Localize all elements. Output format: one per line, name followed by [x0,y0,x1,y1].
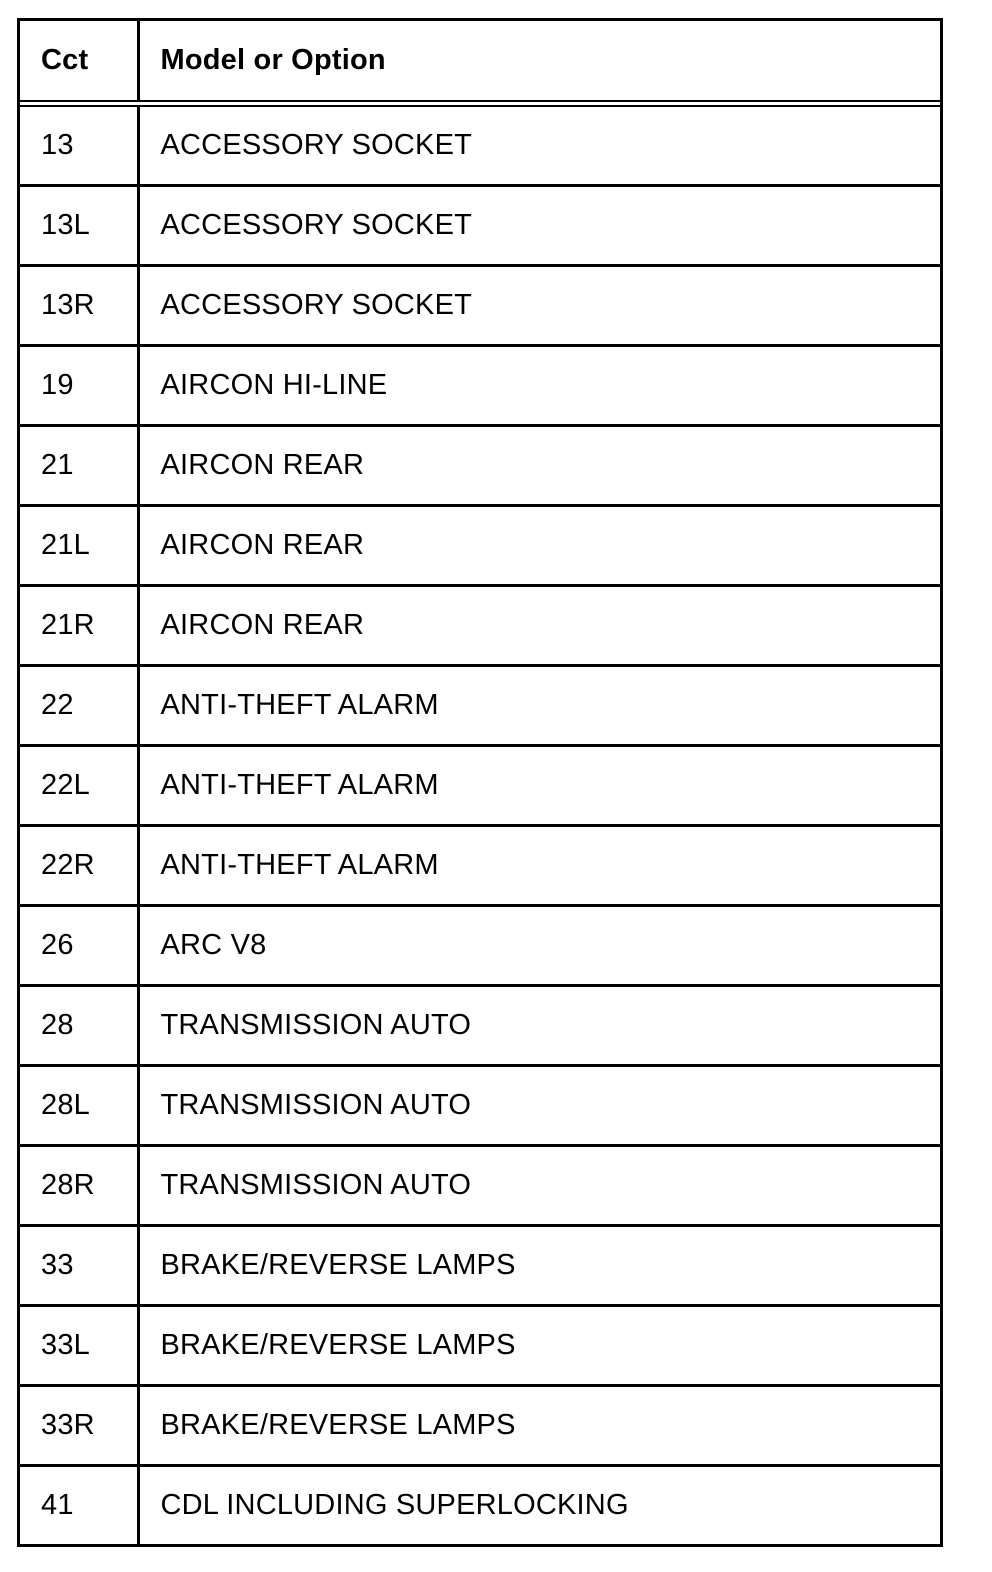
cell-cct: 22 [20,666,138,746]
table-row [20,506,940,586]
table-row [20,266,940,346]
table-row [20,1146,940,1226]
table-row [20,906,940,986]
cell-model-or-option: AIRCON REAR [138,506,940,586]
table-row [20,746,940,826]
cell-model-or-option: ANTI-THEFT ALARM [138,826,940,906]
cell-cct: 19 [20,346,138,426]
table-row [20,1066,940,1146]
cell-model-or-option: ANTI-THEFT ALARM [138,746,940,826]
cell-model-or-option: BRAKE/REVERSE LAMPS [138,1226,940,1306]
cell-model-or-option: TRANSMISSION AUTO [138,1066,940,1146]
circuit-option-table [20,21,940,1544]
cell-cct: 21 [20,426,138,506]
cell-cct: 28 [20,986,138,1066]
table-row [20,986,940,1066]
cell-model-or-option: ACCESSORY SOCKET [138,266,940,346]
cell-cct: 33 [20,1226,138,1306]
table-row [20,1466,940,1545]
cell-model-or-option: ARC V8 [138,906,940,986]
header-row [20,21,940,104]
table-body [20,104,940,1545]
cell-model-or-option: ACCESSORY SOCKET [138,186,940,266]
cell-cct: 13R [20,266,138,346]
cell-cct: 41 [20,1466,138,1545]
cell-cct: 22L [20,746,138,826]
table-row [20,346,940,426]
cell-model-or-option: BRAKE/REVERSE LAMPS [138,1386,940,1466]
cell-model-or-option: ANTI-THEFT ALARM [138,666,940,746]
cell-model-or-option: BRAKE/REVERSE LAMPS [138,1306,940,1386]
table-row [20,586,940,666]
cell-cct: 26 [20,906,138,986]
cell-cct: 13 [41,129,74,161]
circuit-table-container [17,18,943,1547]
cell-model-or-option: ACCESSORY SOCKET [138,104,940,186]
cell-cct: 33L [20,1306,138,1386]
table-header [20,21,940,104]
cell-model-or-option: AIRCON REAR [138,426,940,506]
table-row [20,186,940,266]
cell-cct: 21R [20,586,138,666]
header-model-or-option: Model or Option [138,21,940,104]
table-row [20,666,940,746]
cell-cct: 28L [20,1066,138,1146]
cell-cct: 13L [20,186,138,266]
cell-model-or-option: TRANSMISSION AUTO [138,1146,940,1226]
cell-cct: 33R [20,1386,138,1466]
cell-cct: 21L [20,506,138,586]
cell-model-or-option: AIRCON REAR [138,586,940,666]
cell-model-or-option: TRANSMISSION AUTO [138,986,940,1066]
cell-cct: 22R [20,826,138,906]
table-row [20,1306,940,1386]
table-row [20,1386,940,1466]
table-row [20,1226,940,1306]
cell-cct: 28R [20,1146,138,1226]
table-row [20,426,940,506]
table-row [20,826,940,906]
header-cct: Cct [41,44,89,76]
table-row [20,104,940,186]
cell-model-or-option: AIRCON HI-LINE [138,346,940,426]
cell-model-or-option: CDL INCLUDING SUPERLOCKING [138,1466,940,1545]
